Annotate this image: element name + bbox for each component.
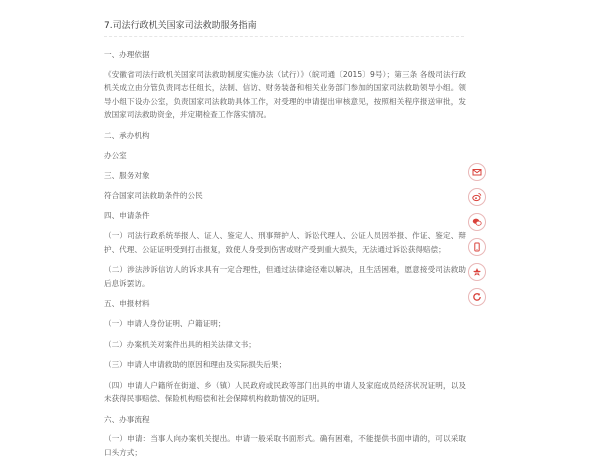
share-weibo-button[interactable] — [468, 188, 486, 206]
section-heading-conditions: 四、申请条件 — [104, 211, 150, 221]
page-title: 7.司法行政机关国家司法救助服务指南 — [104, 21, 257, 31]
paragraph-condition-2: （二）涉法涉诉信访人的诉求具有一定合理性，但通过法律途径难以解决，且生活困难，愿意接受司法救助后息诉罢访。 — [104, 265, 466, 288]
weibo-icon — [472, 192, 482, 202]
share-mail-button[interactable] — [468, 163, 486, 181]
paragraph-agency: 办公室 — [104, 150, 127, 160]
share-mobile-button[interactable] — [468, 238, 486, 256]
section-heading-basis: 一、办理依据 — [104, 50, 150, 59]
article-body — [104, 48, 466, 467]
mail-icon — [472, 167, 482, 177]
paragraph-material-4: （四）申请人户籍所在街道、乡（镇）人民政府或民政等部门出具的申请人及家庭成员经济状况证明，以及未获得民事赔偿、保险机构赔偿和社会保障机构救助情况的证明。 — [104, 380, 466, 404]
section-heading-materials: 五、申报材料 — [104, 299, 150, 309]
share-qzone-button[interactable] — [468, 263, 486, 281]
qzone-icon — [472, 267, 482, 277]
title-divider — [104, 36, 464, 37]
refresh-icon — [472, 292, 482, 302]
share-refresh-button[interactable] — [468, 288, 486, 306]
section-heading-agency: 二、承办机构 — [104, 130, 150, 140]
paragraph-target: 符合国家司法救助条件的公民 — [104, 190, 203, 200]
paragraph-condition-1: （一）司法行政系统举报人、证人、鉴定人、刑事辩护人、诉讼代理人、公证人员因举报、作证、鉴定、辩护、代理、公证证明受到打击报复，致使人身受到伤害或财产受到重大损失，无法通过诉讼获得赔偿； — [104, 230, 466, 254]
mobile-icon — [472, 242, 482, 252]
paragraph-basis: 《安徽省司法行政机关国家司法救助制度实施办法（试行）》（皖司通〔2015〕9号）；第三条 各级司法行政机关成立由分管负责同志任组长，法制、信访、财务装备和相关业务部门参加的国家司法救助领导小组。领导小组下设办公室，负责国家司法救助具体工作，对受理的申请提出审核意见，按照相关程序报送审批，发放国家司法救助资金，并定期检查工作落实情况。 — [104, 69, 466, 120]
paragraph-process-1: （一）申请：当事人向办案机关提出。申请一般采取书面形式。确有困难，不能提供书面申请的，可以采取口头方式； — [104, 434, 466, 458]
share-sidebar — [468, 163, 488, 313]
paragraph-material-2: （二）办案机关对案件出具的相关法律文书； — [104, 339, 256, 349]
section-heading-process: 六、办事流程 — [104, 414, 150, 424]
share-wechat-button[interactable] — [468, 213, 486, 231]
paragraph-material-3: （三）申请人申请救助的原因和理由及实际损失后果； — [104, 360, 287, 370]
wechat-icon — [472, 217, 482, 227]
paragraph-material-1: （一）申请人身份证明、户籍证明； — [104, 318, 226, 328]
section-heading-target: 三、服务对象 — [104, 171, 150, 181]
